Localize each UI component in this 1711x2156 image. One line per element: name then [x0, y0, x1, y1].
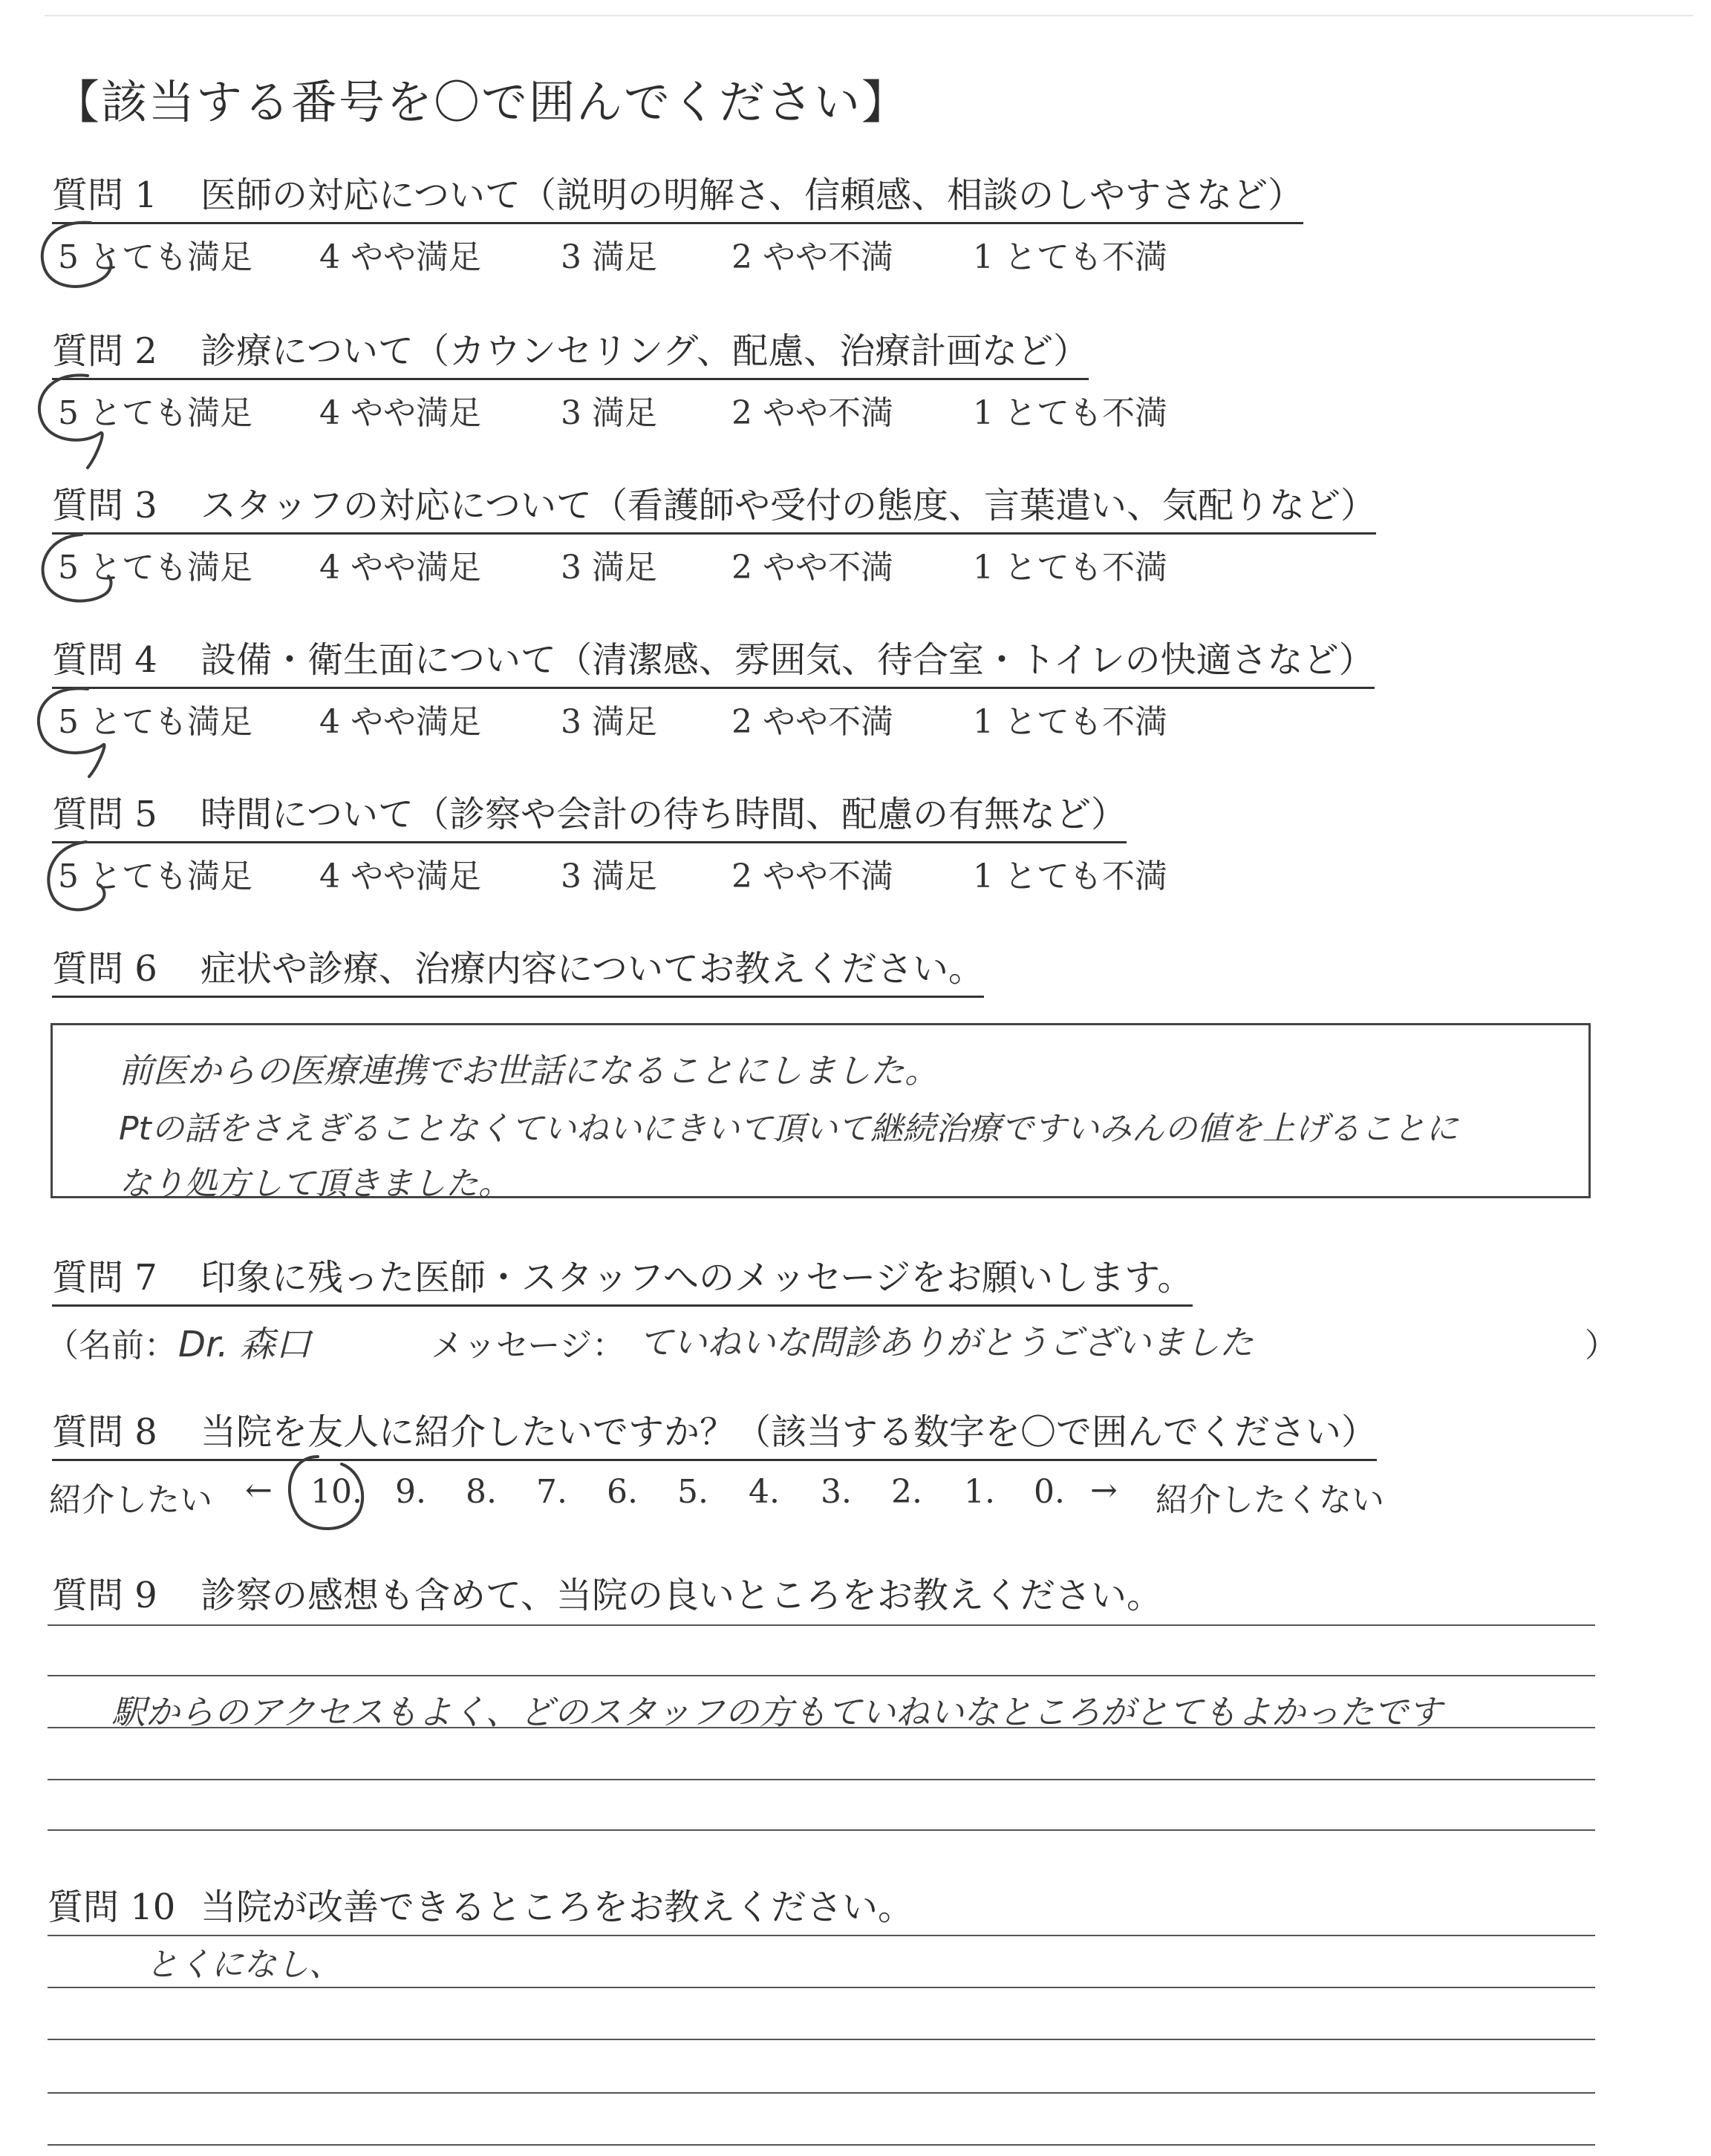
rating-option-2[interactable]: 2 やや不満 [731, 549, 893, 587]
question-number: 質問 4 [52, 639, 157, 681]
rating-option-2[interactable]: 2 やや不満 [731, 394, 893, 432]
question-4 [52, 631, 1375, 689]
recommend-option-3[interactable]: 3. [821, 1473, 852, 1511]
q10-answer-line[interactable] [48, 2092, 1595, 2094]
question-7 [52, 1249, 1193, 1307]
rating-option-4[interactable]: 4 やや満足 [319, 549, 481, 587]
rating-option-5[interactable]: 5 とても満足 [58, 394, 252, 432]
question-number: 質問 6 [52, 948, 157, 990]
question-number: 質問 1 [52, 174, 157, 216]
recommend-option-8[interactable]: 8. [466, 1473, 497, 1511]
question-number: 質問 7 [52, 1257, 157, 1298]
rating-option-3[interactable]: 3 満足 [561, 858, 657, 895]
q10-answer-line[interactable] [48, 1987, 1595, 1988]
rating-option-1[interactable]: 1 とても不満 [973, 238, 1167, 276]
recommend-option-7[interactable]: 7. [536, 1473, 567, 1511]
recommend-left-label: 紹介したい [49, 1481, 212, 1519]
question-1 [52, 166, 1303, 224]
recommend-option-1[interactable]: 1. [964, 1473, 995, 1511]
q6-answer-line-3: なり処方して頂きました。 [119, 1165, 511, 1203]
recommend-option-2[interactable]: 2. [891, 1473, 922, 1511]
question-number: 質問 5 [52, 794, 157, 835]
q7-message-value[interactable]: ていねいな問診ありがとうございました [639, 1322, 1254, 1362]
q7-name-label: （名前： [46, 1327, 177, 1365]
q10-answer-line[interactable] [48, 1935, 1595, 1936]
rating-option-2[interactable]: 2 やや不満 [731, 703, 893, 741]
question-text: 印象に残った医師・スタッフへのメッセージをお願いします。 [201, 1257, 1193, 1298]
question-10 [48, 1878, 913, 1930]
q10-answer-line[interactable] [48, 2039, 1595, 2040]
question-text: 医師の対応について（説明の明解さ、信頼感、相談のしやすさなど） [201, 174, 1304, 216]
rating-option-2[interactable]: 2 やや不満 [731, 858, 893, 895]
rating-option-5[interactable]: 5 とても満足 [58, 549, 252, 587]
rating-option-2[interactable]: 2 やや不満 [731, 238, 893, 276]
question-number: 質問 3 [52, 485, 157, 526]
question-text: 診療について（カウンセリング、配慮、治療計画など） [201, 330, 1089, 372]
rating-option-3[interactable]: 3 満足 [561, 549, 657, 587]
question-number: 質問 9 [52, 1575, 157, 1616]
question-text: 設備・衛生面について（清潔感、雰囲気、待合室・トイレの快適さなど） [201, 639, 1375, 681]
rating-option-1[interactable]: 1 とても不満 [973, 549, 1167, 587]
rating-option-1[interactable]: 1 とても不満 [973, 858, 1167, 895]
recommend-option-9[interactable]: 9. [395, 1473, 426, 1511]
question-number: 質問 10 [48, 1886, 176, 1928]
rating-option-3[interactable]: 3 満足 [561, 238, 657, 276]
question-9 [52, 1567, 1162, 1618]
rating-option-5[interactable]: 5 とても満足 [58, 858, 252, 895]
q7-close-paren: ） [1585, 1327, 1617, 1365]
rating-option-1[interactable]: 1 とても不満 [973, 703, 1167, 741]
q6-answer-line-1: 前医からの医療連携でお世話になることにしました。 [119, 1051, 939, 1091]
question-number: 質問 2 [52, 330, 157, 372]
rating-option-4[interactable]: 4 やや満足 [319, 858, 481, 895]
left-arrow-icon: ← [245, 1471, 273, 1509]
rating-option-3[interactable]: 3 満足 [561, 394, 657, 432]
question-text: スタッフの対応について（看護師や受付の態度、言葉遣い、気配りなど） [201, 485, 1377, 526]
instruction-heading: 【該当する番号を〇で囲んでください】 [53, 75, 910, 129]
rating-option-1[interactable]: 1 とても不満 [973, 394, 1167, 432]
recommend-option-4[interactable]: 4. [749, 1473, 780, 1511]
question-2 [52, 322, 1089, 380]
rating-option-4[interactable]: 4 やや満足 [319, 703, 481, 741]
q7-message-label: メッセージ： [431, 1327, 625, 1365]
question-8 [52, 1403, 1377, 1461]
q10-answer-line[interactable] [48, 2144, 1595, 2146]
rating-option-3[interactable]: 3 満足 [561, 703, 657, 741]
right-arrow-icon: → [1090, 1471, 1118, 1509]
recommend-option-6[interactable]: 6. [607, 1473, 638, 1511]
q9-answer-line[interactable] [48, 1675, 1595, 1676]
question-text: 当院を友人に紹介したいですか？（該当する数字を〇で囲んでください） [201, 1411, 1378, 1453]
question-5 [52, 785, 1127, 843]
recommend-right-label: 紹介したくない [1156, 1481, 1384, 1519]
top-edge-line [45, 15, 1693, 16]
q7-name-value[interactable]: Dr. 森口 [178, 1324, 311, 1365]
rating-option-4[interactable]: 4 やや満足 [319, 394, 481, 432]
rating-option-5[interactable]: 5 とても満足 [58, 238, 252, 276]
question-6 [52, 940, 984, 998]
q9-answer-line[interactable] [48, 1779, 1595, 1780]
q9-answer: 駅からのアクセスもよく、どのスタッフの方もていねいなところがとてもよかったです [111, 1692, 1442, 1732]
question-text: 時間について（診察や会計の待ち時間、配慮の有無など） [201, 794, 1127, 835]
recommend-option-5[interactable]: 5. [677, 1473, 708, 1511]
question-number: 質問 8 [52, 1411, 157, 1453]
q10-answer: とくになし、 [146, 1946, 342, 1984]
recommend-option-0[interactable]: 0. [1034, 1473, 1065, 1511]
q9-answer-line[interactable] [48, 1624, 1595, 1626]
question-text: 症状や診療、治療内容についてお教えください。 [201, 948, 985, 990]
recommend-option-10[interactable]: 10. [310, 1473, 362, 1511]
rating-option-5[interactable]: 5 とても満足 [58, 703, 252, 741]
question-3 [52, 477, 1376, 535]
question-text: 診察の感想も含めて、当院の良いところをお教えください。 [201, 1575, 1163, 1616]
question-text: 当院が改善できるところをお教えください。 [201, 1886, 914, 1928]
q9-answer-line[interactable] [48, 1829, 1595, 1831]
rating-option-4[interactable]: 4 やや満足 [319, 238, 481, 276]
q6-answer-line-2: Ptの話をさえぎることなくていねいにきいて頂いて継続治療ですいみんの値を上げることに [119, 1110, 1459, 1148]
